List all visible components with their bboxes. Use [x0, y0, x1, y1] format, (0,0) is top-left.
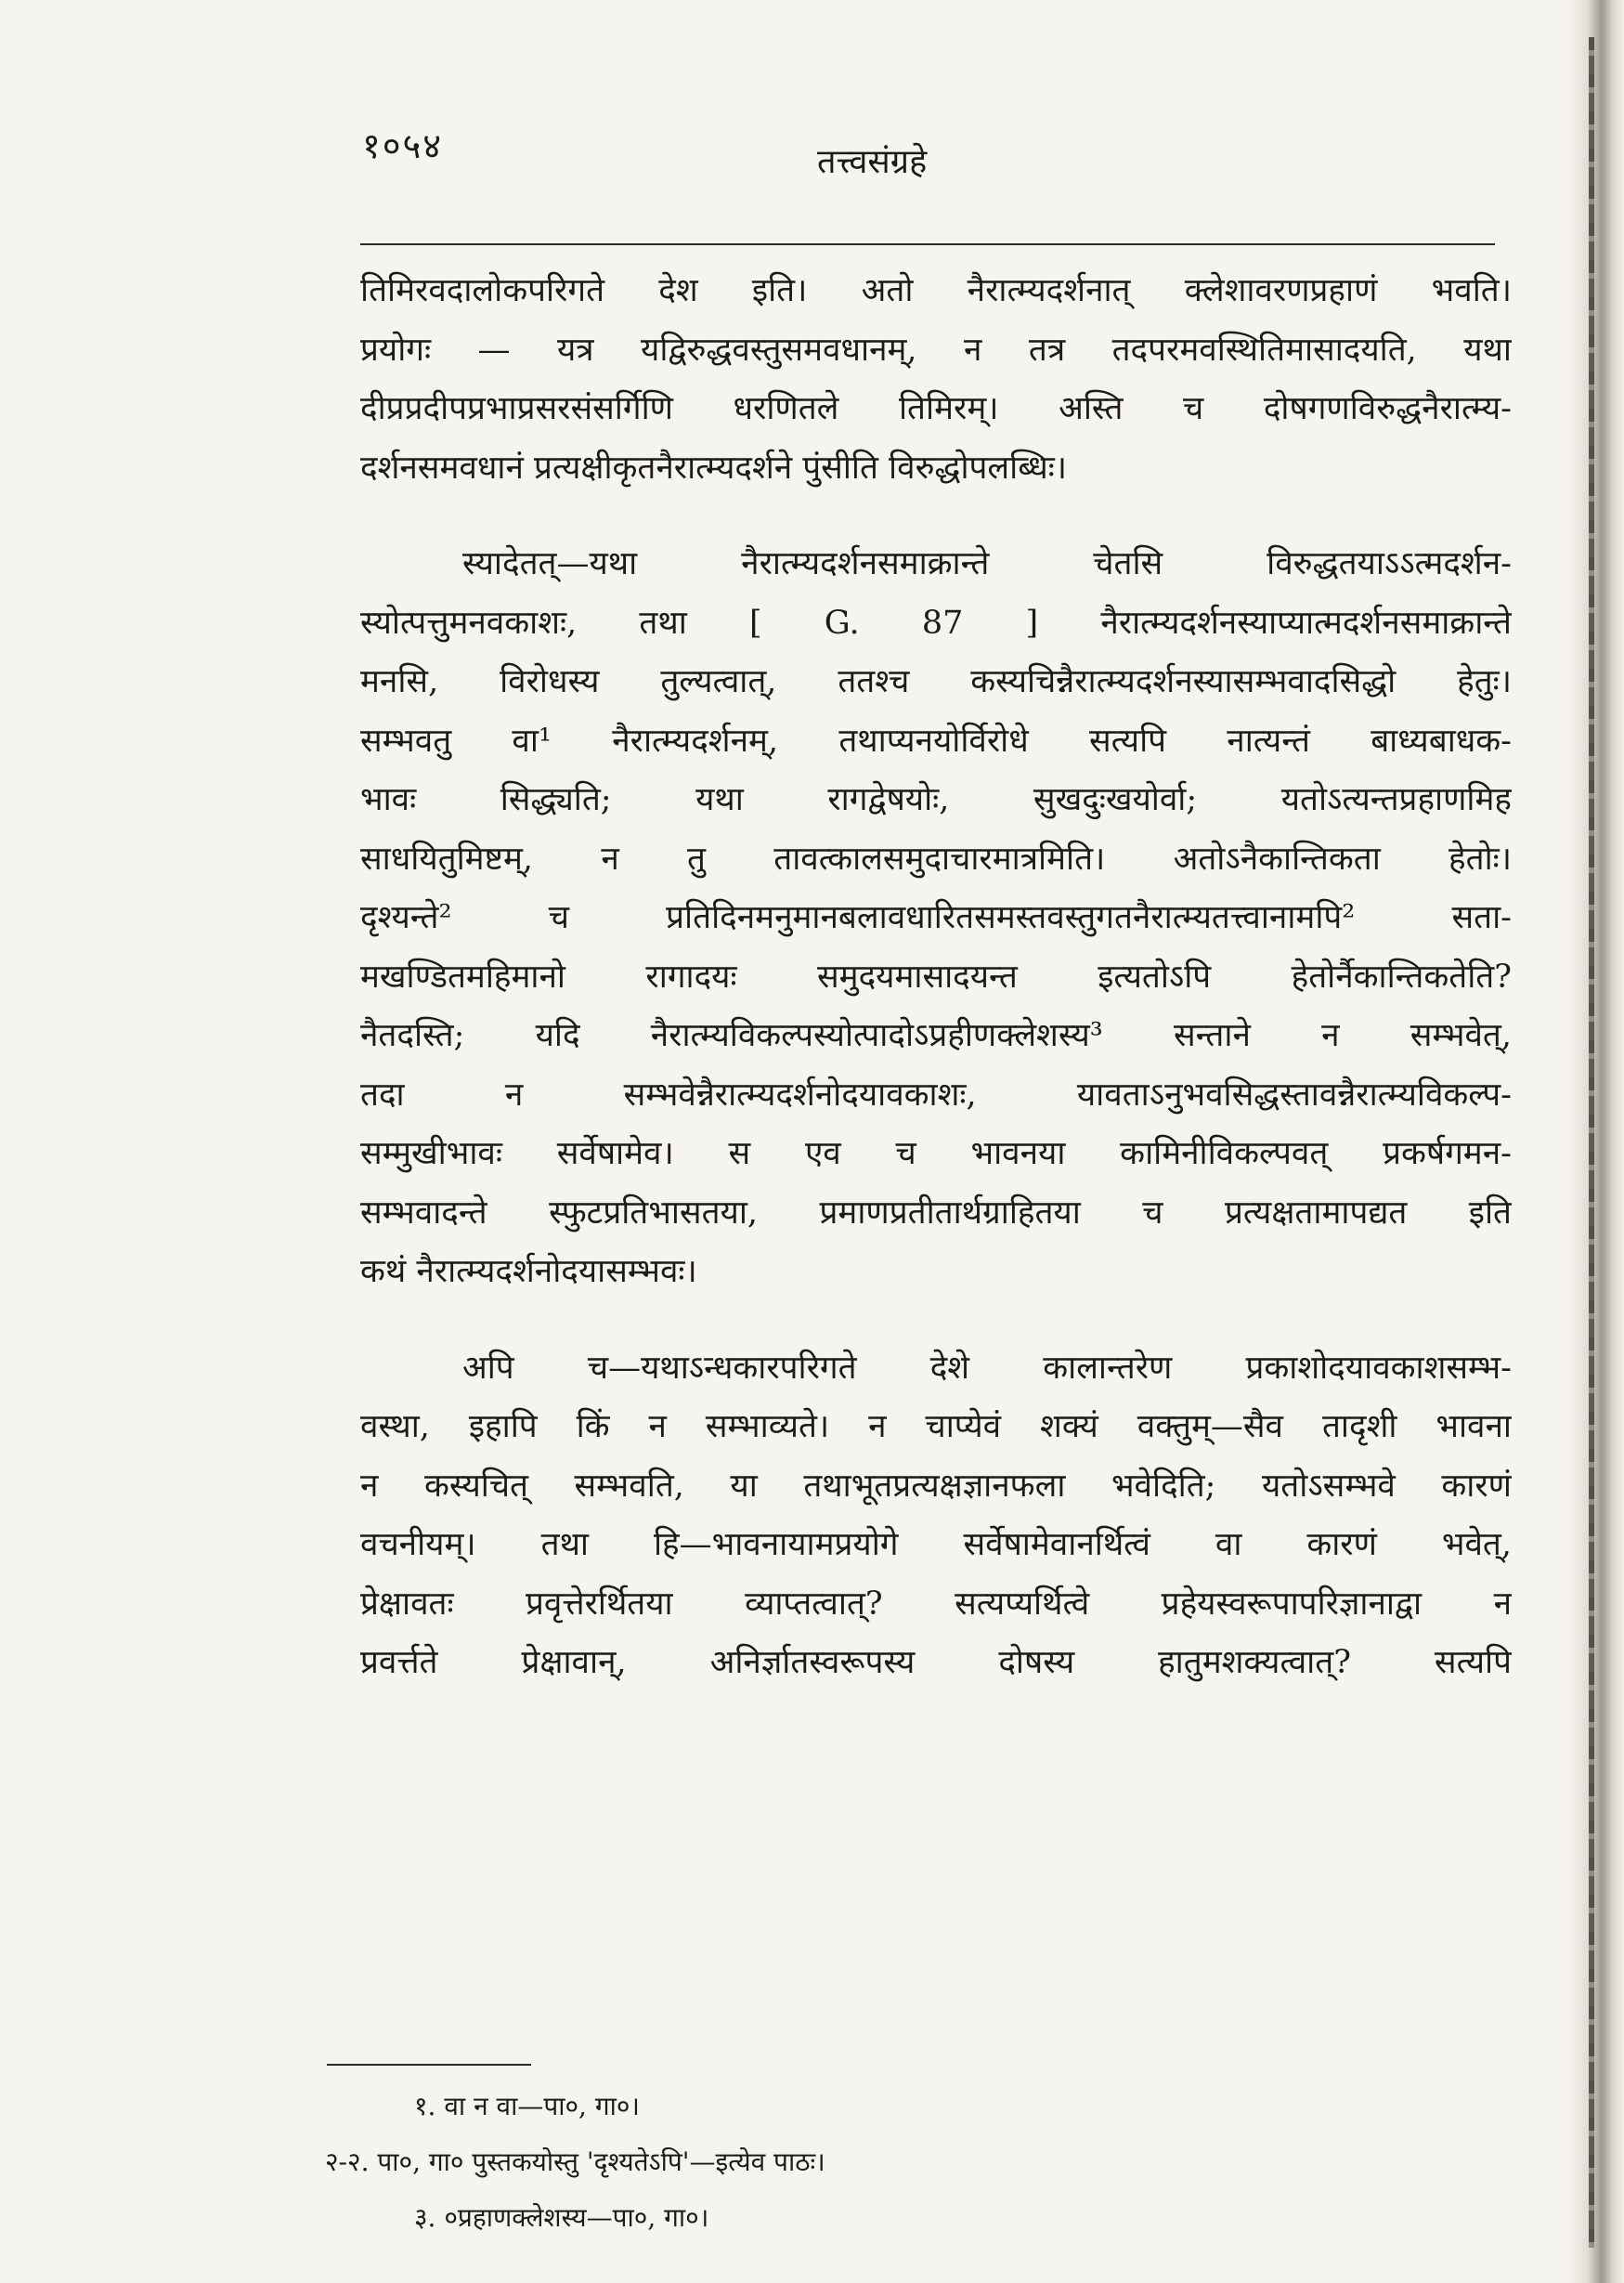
text-line: मखण्डितमहिमानो रागादयः समुदयमासादयन्त इत्यतोऽपि हेतोर्नैकान्तिकतेति? [360, 958, 1512, 996]
text-line: तिमिरवदालोकपरिगते देश इति। अतो नैरात्म्यदर्शनात् क्लेशावरणप्रहाणं भवति। [360, 272, 1512, 309]
text-line: न कस्यचित् सम्भवति, या तथाभूतप्रत्यक्षज्ञानफला भवेदिति; यतोऽसम्भवे कारणं [360, 1467, 1512, 1505]
footnote: १. वा न वा—पा०, गा०। [414, 2091, 641, 2121]
text-line: वस्था, इहापि किं न सम्भाव्यते। न चाप्येवं शक्यं वक्तुम्—सैव तादृशी भावना [360, 1408, 1512, 1445]
text-line: स्योत्पत्तुमनवकाशः, तथा [ G. 87 ] नैरात्म्यदर्शनस्याप्यात्मदर्शनसमाक्रान्ते [360, 604, 1512, 642]
text-line: नैतदस्ति; यदि नैरात्म्यविकल्पस्योत्पादोऽप्रहीणक्लेशस्य³ सन्ताने न सम्भवेत्, [360, 1017, 1512, 1054]
text-line: दर्शनसमवधानं प्रत्यक्षीकृतनैरात्म्यदर्शने पुंसीति विरुद्धोपलब्धिः। [360, 449, 1068, 487]
text-line: कथं नैरात्म्यदर्शनोदयासम्भवः। [360, 1253, 697, 1290]
text-line: सम्भवादन्ते स्फुटप्रतिभासतया, प्रमाणप्रतीतार्थग्राहितया च प्रत्यक्षतामापद्यत इति [360, 1194, 1512, 1232]
body-text [360, 262, 1512, 1693]
text-line: अपि च—यथाऽन्धकारपरिगते देशे कालान्तरेण प्रकाशोदयावकाशसम्भ- [462, 1349, 1512, 1387]
text-line: सम्मुखीभावः सर्वेषामेव। स एव च भावनया कामिनीविकल्पवत् प्रकर्षगमन- [360, 1135, 1512, 1172]
text-line: भावः सिद्ध्यति; यथा रागद्वेषयोः, सुखदुःखयोर्वा; यतोऽत्यन्तप्रहाणमिह [360, 781, 1512, 818]
text-line: प्रेक्षावतः प्रवृत्तेरर्थितया व्याप्तत्वात्? सत्यप्यर्थित्वे प्रहेयस्वरूपापरिज्ञानाद्वा न [360, 1585, 1512, 1623]
text-line: दृश्यन्ते² च प्रतिदिनमनुमानबलावधारितसमस्तवस्तुगतनैरात्म्यतत्त्वानामपि² सता- [360, 899, 1512, 936]
running-head: तत्त्वसंग्रहे [817, 143, 928, 181]
text-line: वचनीयम्। तथा हि—भावनायामप्रयोगे सर्वेषामेवानर्थित्वं वा कारणं भवेत्, [360, 1526, 1512, 1563]
text-line: तदा न सम्भवेन्नैरात्म्यदर्शनोदयावकाशः, यावताऽनुभवसिद्धस्तावन्नैरात्म्यविकल्प- [360, 1076, 1512, 1114]
page-edge-shadow [1568, 0, 1624, 2283]
footnote: ३. ०प्रहाणक्लेशस्य—पा०, गा०। [414, 2202, 709, 2233]
page-number: १०५४ [362, 125, 444, 166]
text-line: सम्भवतु वा¹ नैरात्म्यदर्शनम्, तथाप्यनयोर्विरोधे सत्यपि नात्यन्तं बाध्यबाधक- [360, 722, 1512, 760]
text-line: मनसि, विरोधस्य तुल्यत्वात्, ततश्च कस्यचिन्नैरात्म्यदर्शनस्यासम्भवादसिद्धो हेतुः। [360, 663, 1512, 700]
text-line: साधयितुमिष्टम्, न तु तावत्कालसमुदाचारमात्रमिति। अतोऽनैकान्तिकता हेतोः। [360, 840, 1512, 878]
footnote: २-२. पा०, गा० पुस्तकयोस्तु 'दृश्यतेऽपि'—इत्येव पाठः। [325, 2146, 825, 2177]
text-line: प्रवर्त्तते प्रेक्षावान्, अनिर्ज्ञातस्वरूपस्य दोषस्य हातुमशक्यत्वात्? सत्यपि [360, 1644, 1512, 1681]
header-rule [360, 243, 1495, 245]
binding-edge [1589, 37, 1594, 2248]
text-line: दीप्रप्रदीपप्रभाप्रसरसंसर्गिणि धरणितले तिमिरम्। अस्ति च दोषगणविरुद्धनैरात्म्य- [360, 390, 1512, 427]
text-line: स्यादेतत्—यथा नैरात्म्यदर्शनसमाक्रान्ते चेतसि विरुद्धतयाऽऽत्मदर्शन- [462, 545, 1512, 582]
footnote-rule [327, 2064, 531, 2066]
footnotes [325, 2079, 825, 2246]
text-line: प्रयोगः — यत्र यद्विरुद्धवस्तुसमवधानम्, न तत्र तदपरमवस्थितिमासादयति, यथा [360, 331, 1512, 369]
